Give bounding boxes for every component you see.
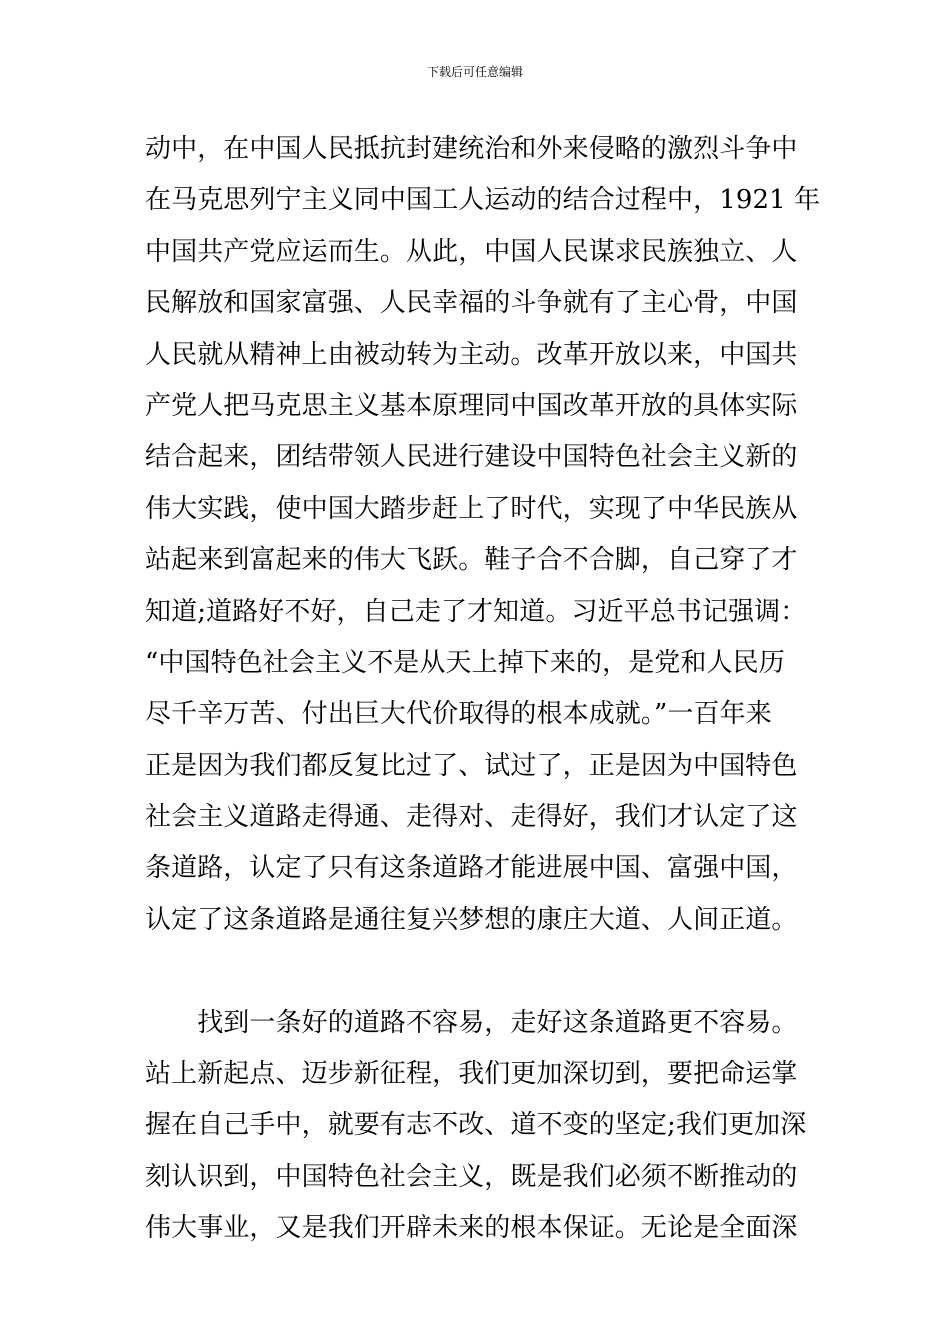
text-line: 动中，在中国人民抵抗封建统治和外来侵略的激烈斗争中	[145, 134, 798, 164]
text-line: 条道路，认定了只有这条道路才能进展中国、富强中国，	[145, 853, 798, 884]
document-body	[145, 124, 821, 1255]
text-line: 民解放和国家富强、人民幸福的斗争就有了主心骨，中国	[145, 288, 798, 319]
text-line: 人民就从精神上由被动转为主动。改革开放以来，中国共	[145, 339, 798, 370]
text-line: 伟大实践，使中国大踏步赶上了时代，实现了中华民族从	[145, 493, 798, 524]
text-line: 正是因为我们都反复比过了、试过了，正是因为中国特色	[145, 750, 798, 781]
text-line: 尽千辛万苦、付出巨大代价取得的根本成就。”一百年来	[145, 699, 772, 730]
text-line: “中国特色社会主义不是从天上掉下来的，是党和人民历	[145, 647, 785, 678]
text-line: 中国共产党应运而生。从此，中国人民谋求民族独立、人	[145, 236, 798, 267]
text-line: 握在自己手中，就要有志不改、道不变的坚定;我们更加深	[145, 1110, 807, 1141]
text-line: 知道;道路好不好，自己走了才知道。习近平总书记强调：	[145, 596, 807, 627]
text-line: 认定了这条道路是通往复兴梦想的康庄大道、人间正道。	[145, 904, 798, 935]
paragraph-1	[145, 124, 821, 946]
paragraph-gap	[145, 946, 810, 997]
text-line: 社会主义道路走得通、走得对、走得好，我们才认定了这	[145, 802, 798, 833]
text-line: 在马克思列宁主义同中国工人运动的结合过程中，1921 年	[145, 185, 821, 216]
text-line: 伟大事业，又是我们开辟未来的根本保证。无论是全面深	[145, 1213, 798, 1244]
text-line: 结合起来，团结带领人民进行建设中国特色社会主义新的	[145, 442, 798, 473]
paragraph-2	[145, 998, 810, 1255]
page-header: 下载后可任意编辑	[426, 65, 523, 79]
text-line: 站起来到富起来的伟大飞跃。鞋子合不合脚，自己穿了才	[145, 545, 798, 576]
text-line: 产党人把马克思主义基本原理同中国改革开放的具体实际	[145, 390, 798, 421]
text-line: 站上新起点、迈步新征程，我们更加深切到，要把命运掌	[145, 1059, 798, 1090]
text-line: 刻认识到，中国特色社会主义，既是我们必须不断推动的	[145, 1161, 798, 1192]
text-line: 找到一条好的道路不容易，走好这条道路更不容易。	[145, 1007, 798, 1038]
